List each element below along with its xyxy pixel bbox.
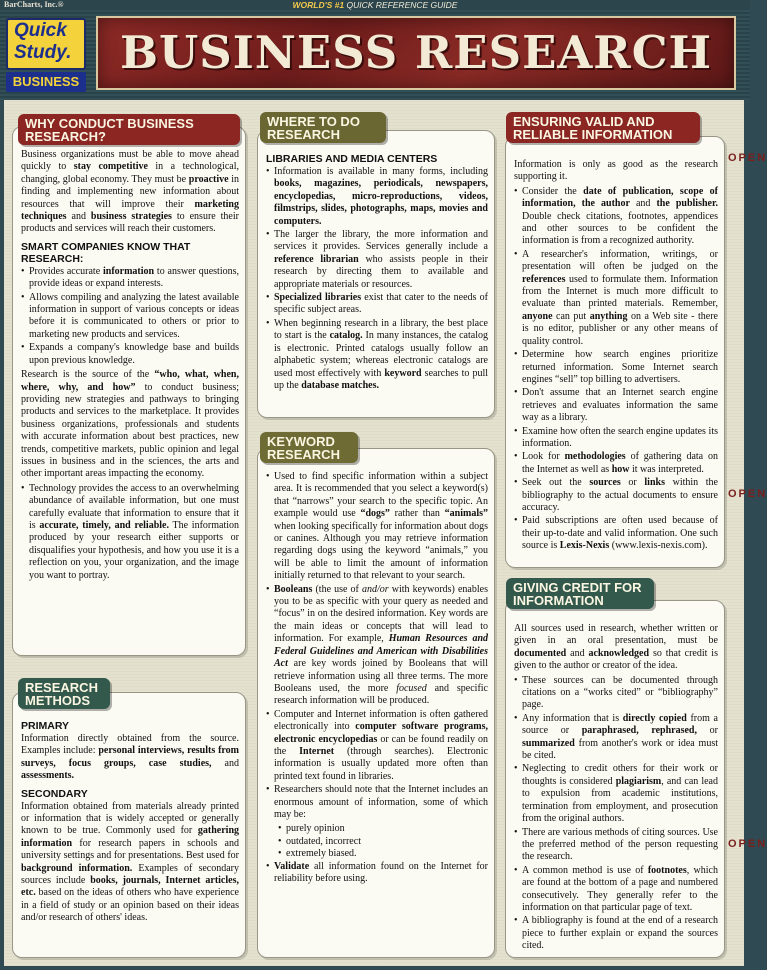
list-item: • outdated, incorrect	[278, 836, 488, 848]
title-banner	[96, 16, 736, 90]
tagline	[250, 0, 500, 10]
list-item: • These sources can be documented through citations on a “works cited” or “bibliography” page.	[514, 675, 718, 712]
where-research-panel	[257, 130, 495, 418]
valid-information-tab: ENSURING VALID AND RELIABLE INFORMATION	[506, 112, 700, 143]
list-item: • Computer and Internet information is often gathered electronically into computer software programs, electronic encyclopedias or can be found readily on the Internet (through searches). Electronic information is usually updated more often than printed text found in libraries.	[266, 709, 488, 783]
smart-companies-list	[21, 266, 239, 367]
list-item: • The larger the library, the more information and services it provides. Services generally include a reference librarian who assists people in their research by directing them to available and appropriate materials or resources.	[266, 229, 488, 291]
list-item: • Expands a company's knowledge base and builds upon previous knowledge.	[21, 342, 239, 367]
smart-companies-heading: SMART COMPANIES KNOW THAT RESEARCH:	[21, 240, 191, 265]
logo-line2: Study.	[14, 42, 72, 63]
why-intro: Business organizations must be able to move ahead quickly to stay competitive in a technological, changing, global economy. They must be proactive in finding and implementing new information about resources that will improve their marketing techniques and business strategies to ensure their products and services will reach their customers.	[21, 149, 239, 235]
list-item: • Examine how often the search engine updates its information.	[514, 426, 718, 451]
list-item: • Any information that is directly copied from a source or paraphrased, rephrased, or summarized from another's work or idea must be cited.	[514, 713, 718, 763]
page-title: BUSINESS RESEARCH	[119, 26, 713, 79]
secondary-heading: SECONDARY	[21, 787, 88, 800]
list-item: • Paid subscriptions are often used because of their up-to-date and valid information. One such source is Lexis-Nexis (www.lexis-nexis.com).	[514, 515, 718, 552]
list-item: • Information is available in many forms, including books, magazines, periodicals, newspapers, encyclopedias, micro-reproductions, videos, filmstrips, slides, photographs, maps, movies and computers.	[266, 166, 488, 228]
keyword-research-tab: KEYWORD RESEARCH	[260, 432, 358, 463]
list-item: • Look for methodologies of gathering data on the Internet as well as how it was interpreted.	[514, 451, 718, 476]
valid-intro: Information is only as good as the research supporting it.	[514, 159, 718, 183]
why-research-panel	[12, 126, 246, 656]
where-research-tab: WHERE TO DO RESEARCH	[260, 112, 386, 143]
logo-line1: Quick	[14, 20, 67, 41]
tagline-prefix: WORLD'S #1	[292, 0, 345, 10]
logo-box	[6, 18, 86, 70]
list-item: • When beginning research in a library, the best place to start is the catalog. In many instances, the catalog is electronic. Printed catalogs usually follow an alphabetic system; whereas electronic catalogs are used most effectively with keyword searches to pull up the database matches.	[266, 318, 488, 392]
primary-text: Information directly obtained from the source. Examples include: personal interviews, results from surveys, focus groups, case studies, and assessments.	[21, 733, 239, 782]
research-methods-tab: RESEARCH METHODS	[18, 678, 110, 709]
list-item: • There are various methods of citing sources. Use the preferred method of the person requesting the research.	[514, 827, 718, 864]
giving-credit-tab: GIVING CREDIT FOR INFORMATION	[506, 578, 654, 609]
libraries-heading: LIBRARIES AND MEDIA CENTERS	[266, 153, 438, 165]
list-item: • Don't assume that an Internet search engine retrieves and evaluates information the same way as a library.	[514, 387, 718, 424]
keyword-research-panel	[257, 448, 495, 958]
list-item: • A researcher's information, writings, or presentation will often be judged on the references used to formulate them. Information from the Internet is much more difficult to evaluate than printed materials. Remember, anyone can put anything on a Web site - there is no editor, publisher or any other means of quality control.	[514, 249, 718, 348]
list-item: • purely opinion	[278, 823, 488, 835]
list-item: • Researchers should note that the Internet includes an enormous amount of information, some of which may be:	[266, 784, 488, 821]
side-open-label: OPEN	[728, 838, 767, 850]
giving-credit-panel	[505, 600, 725, 958]
list-item: • Consider the date of publication, scope of information, the author and the publisher. Double check citations, footnotes, appendices and other sources to be confident the information is from a recognized authority.	[514, 186, 718, 248]
logo-subject: BUSINESS	[6, 72, 86, 92]
internet-caveats-list	[266, 823, 488, 860]
list-item: • Provides accurate information to answer questions, provide ideas or expand interests.	[21, 266, 239, 291]
validate-bullet	[266, 861, 488, 886]
credit-intro: All sources used in research, whether written or given in an oral presentation, must be documented and acknowledged so that credit is given to the author or creator of the idea.	[514, 623, 718, 672]
primary-heading: PRIMARY	[21, 720, 70, 732]
technology-bullet	[21, 483, 239, 582]
publisher-name: BarCharts, Inc.®	[4, 0, 64, 9]
list-item: • Used to find specific information within a subject area. It is recommended that you select a keyword(s) that “narrows” your search to the specific topic. An example would use “dogs” rather than “animals” when looking specifically for information about dogs or canines. Although you may retrieve information regarding dogs using the keyword “animals,” you will be able to limit the amount of information initially returned to that relevant to your search.	[266, 471, 488, 583]
list-item: • Seek out the sources or links within the bibliography to the actual documents to ensure accuracy.	[514, 477, 718, 514]
list-item: • extremely biased.	[278, 848, 488, 860]
list-item: • Booleans (the use of and/or with keywords) enables you to be as specific with your query as needed and “focus” in on the desired information. Key words are the main ideas or concepts that will lead to information. For example, Human Resources and Federal Guidelines and American with Disabilities Act are key words joined by Booleans that will retrieve information using all three terms. The more Booleans used, the more focused and specific research information will be produced.	[266, 584, 488, 708]
list-item: • Validate all information found on the Internet for reliability before using.	[266, 861, 488, 886]
list-item: • A common method is use of footnotes, which are found at the bottom of a page and numbered consecutively. They generally refer to the information on that particular page of text.	[514, 865, 718, 915]
side-open-label: OPEN	[728, 152, 767, 164]
keyword-list	[266, 471, 488, 821]
list-item: • Specialized libraries exist that cater to the needs of specific subject areas.	[266, 292, 488, 317]
credit-list	[514, 675, 718, 953]
research-methods-panel	[12, 692, 246, 958]
list-item: • Technology provides the access to an overwhelming abundance of available information, but one must carefully evaluate that information to ensure that it is accurate, timely, and reliable. The information produced by your research either supports or disqualifies your hypothesis, and how you use it is a reflection on you, your organization, and the image you want to portray.	[21, 483, 239, 582]
list-item: • Allows compiling and analyzing the latest available information in support of various concepts or ideas before it is communicated to others or prior to marketing new products and services.	[21, 292, 239, 342]
why-para2: Research is the source of the “who, what, when, where, why, and how” to conduct business; providing new strategies and pathways to bringing products and services to the marketplace. It provides business organizations, professionals and students with accurate information about best practices, new trends, competitive markets, public opinion and legal issues in business and in the sciences, the arts and other important areas impacting the economy.	[21, 369, 240, 480]
side-open-label: OPEN	[728, 488, 767, 500]
list-item: • Neglecting to credit others for their work or thoughts is considered plagiarism, and can lead to expulsion from academic institutions, termination from employment, and prosecution from the original authors.	[514, 763, 718, 825]
list-item: • Determine how search engines prioritize returned information. Some Internet search engines “sell” top billing to advertisers.	[514, 349, 718, 386]
libraries-list	[266, 166, 488, 392]
secondary-text: Information obtained from materials already printed or information that is widely accepted or generally known to be true. Commonly used for gathering information for research papers in schools and university settings and for presentations. Best used for background information. Examples of secondary sources include books, journals, Internet articles, etc. based on the ideas of others who have experience in a field of study or an opinion based on their ideas and/or research of others' ideas.	[21, 800, 239, 924]
why-research-tab: WHY CONDUCT BUSINESS RESEARCH?	[18, 114, 240, 145]
quickstudy-logo	[6, 18, 86, 96]
valid-information-list	[514, 186, 718, 553]
valid-information-panel	[505, 136, 725, 568]
list-item: • A bibliography is found at the end of a research piece to further explain or expand the sources cited.	[514, 915, 718, 952]
tagline-rest: QUICK REFERENCE GUIDE	[344, 0, 458, 10]
